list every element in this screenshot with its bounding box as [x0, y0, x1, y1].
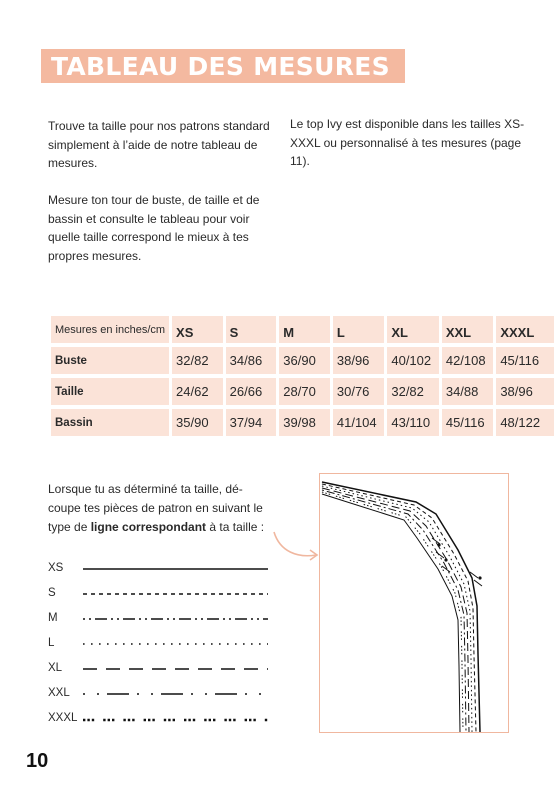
dotted-line-sample — [83, 637, 268, 653]
table-cell: 48/122 — [496, 409, 554, 436]
cut-instructions — [48, 480, 273, 537]
row-label-buste: Buste — [51, 347, 169, 374]
table-cell: 42/108 — [442, 347, 493, 374]
table-cell: 43/110 — [387, 409, 438, 436]
size-header-xxl: XXL — [442, 316, 493, 343]
legend-row-m — [48, 612, 278, 628]
legend-label-m: M — [48, 612, 58, 624]
triple-dot-line-sample — [83, 712, 268, 728]
table-cell: 41/104 — [333, 409, 384, 436]
size-header-row — [51, 316, 554, 343]
table-cell: 38/96 — [333, 347, 384, 374]
legend-label-l: L — [48, 637, 55, 649]
table-cell: 38/96 — [496, 378, 554, 405]
legend-row-xl — [48, 662, 278, 678]
row-label-taille: Taille — [51, 378, 169, 405]
table-cell: 26/66 — [226, 378, 277, 405]
table-cell: 35/90 — [172, 409, 223, 436]
cut-instructions-bold: ligne correspondant — [90, 520, 207, 534]
table-cell: 24/62 — [172, 378, 223, 405]
table-cell: 39/98 — [279, 409, 330, 436]
table-cell: 45/116 — [442, 409, 493, 436]
table-cell: 32/82 — [387, 378, 438, 405]
size-header-xs: XS — [172, 316, 223, 343]
legend-label-xl: XL — [48, 662, 63, 674]
size-header-xxxl: XXXL — [496, 316, 554, 343]
long-dash-line-sample — [83, 662, 268, 678]
legend-row-s — [48, 587, 278, 603]
table-cell: 34/88 — [442, 378, 493, 405]
table-row-buste — [51, 347, 554, 374]
size-chart-table — [48, 312, 557, 440]
page-title: TABLEAU DES MESURES — [51, 52, 390, 81]
title-banner — [41, 49, 405, 83]
legend-row-l — [48, 637, 278, 653]
cut-instructions-end: à ta taille : — [206, 520, 265, 534]
dash-dot-line-sample — [83, 687, 268, 703]
legend-row-xxxl — [48, 712, 278, 728]
intro-paragraph-1: Trouve ta taille pour nos patrons standard simplement à l’aide de notre tableau de mesures. — [48, 119, 270, 170]
table-cell: 32/82 — [172, 347, 223, 374]
legend-row-xs — [48, 562, 278, 578]
size-header-s: S — [226, 316, 277, 343]
table-cell: 34/86 — [226, 347, 277, 374]
legend-row-xxl — [48, 687, 278, 703]
page-number: 10 — [26, 750, 49, 772]
table-cell: 45/116 — [496, 347, 554, 374]
size-header-m: M — [279, 316, 330, 343]
size-header-l: L — [333, 316, 384, 343]
row-label-bassin: Bassin — [51, 409, 169, 436]
table-row-taille — [51, 378, 554, 405]
availability-paragraph: Le top Ivy est disponible dans les tailles XS-XXXL ou personnalisé à tes mesures (page 11). — [290, 117, 525, 168]
legend-label-xxxl: XXXL — [48, 712, 78, 724]
cut-instructions-text: Lorsque tu as déterminé ta taille, dé- coupe tes pièces de patron en suivant le type de — [48, 482, 263, 534]
pattern-piece-drawing — [320, 474, 510, 734]
legend-label-xxl: XXL — [48, 687, 70, 699]
short-dash-line-sample — [83, 587, 268, 603]
solid-line-sample — [83, 562, 268, 578]
table-corner-label: Mesures en inches/cm — [51, 316, 169, 343]
table-cell: 40/102 — [387, 347, 438, 374]
table-row-bassin — [51, 409, 554, 436]
table-cell: 30/76 — [333, 378, 384, 405]
dot-dot-dash-line-sample — [83, 612, 268, 628]
size-header-xl: XL — [387, 316, 438, 343]
legend-label-s: S — [48, 587, 56, 599]
curved-arrow-icon — [270, 528, 325, 563]
intro-paragraph-2: Mesure ton tour de buste, de taille et de bassin et consulte le tableau pour voir quelle taille correspond le mieux à tes propres mesures. — [48, 193, 260, 263]
pattern-illustration — [319, 473, 509, 733]
table-cell: 37/94 — [226, 409, 277, 436]
legend-label-xs: XS — [48, 562, 64, 574]
table-cell: 28/70 — [279, 378, 330, 405]
table-cell: 36/90 — [279, 347, 330, 374]
